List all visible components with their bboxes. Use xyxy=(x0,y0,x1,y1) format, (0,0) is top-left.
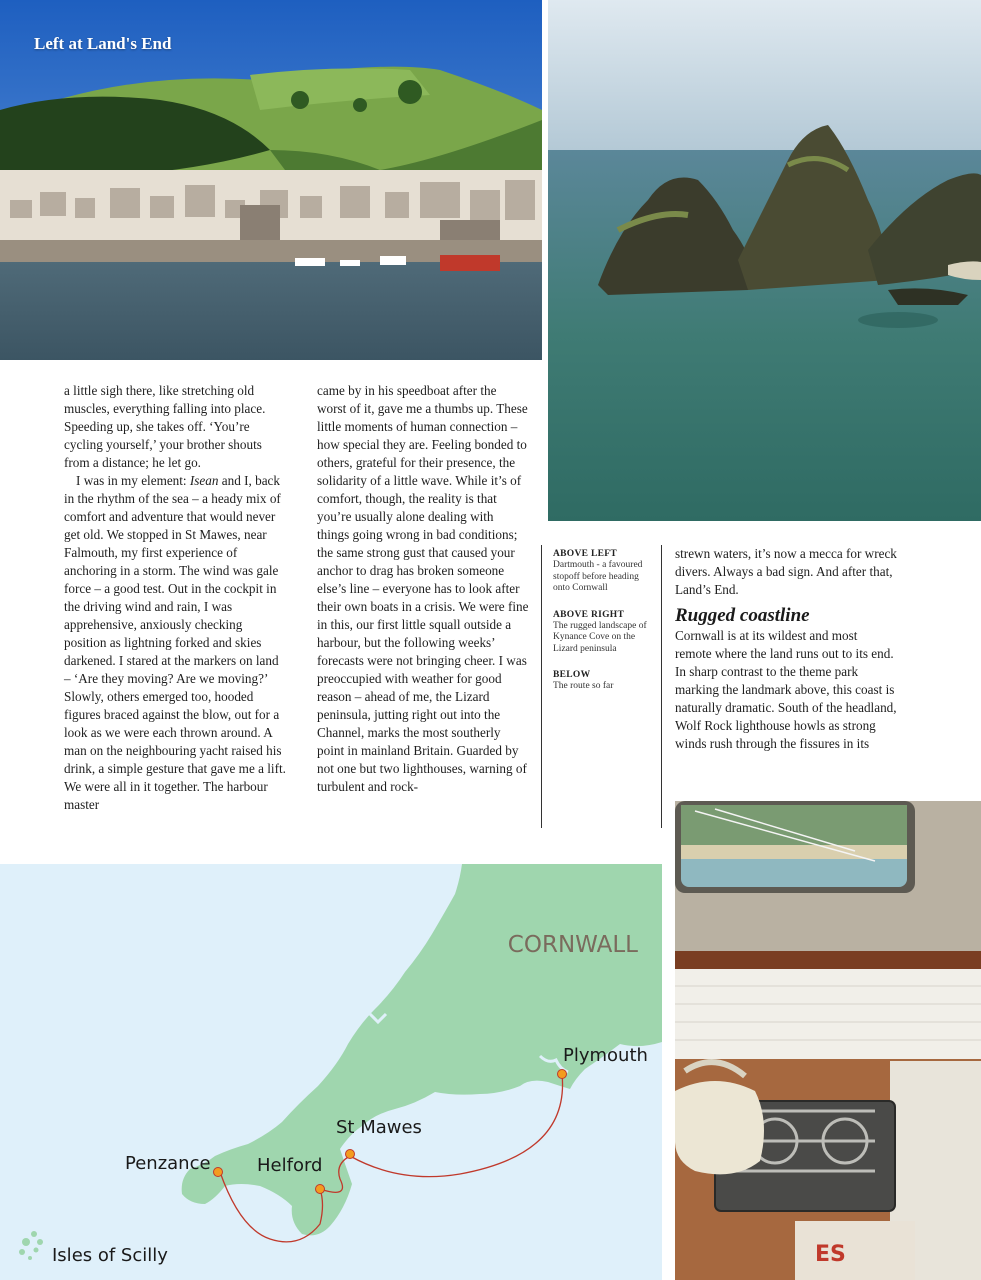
map-label-plymouth: Plymouth xyxy=(563,1045,648,1066)
marker-helford xyxy=(316,1185,325,1194)
body-paragraph: a little sigh there, like stretching old muscles, everything falling into place. Speeding up, she takes off. ‘You’re cycling yourself,’ your brother shouts from a distance; he let go. xyxy=(64,383,266,470)
boat-name: Isean xyxy=(189,473,219,488)
caption-text: The route so far xyxy=(553,681,614,691)
map-label-st-mawes: St Mawes xyxy=(336,1117,422,1138)
body-paragraph: Cornwall is at its wildest and most remote where the land runs out to its end. In sharp contrast to the theme park marking the landmark above, this coast is naturally dramatic. South of the headland, Wolf Rock lighthouse howls as strong winds rush through the fissures in its xyxy=(675,628,897,751)
marker-plymouth xyxy=(558,1070,567,1079)
article-column-2 xyxy=(317,382,529,796)
column-divider xyxy=(541,545,542,828)
article-column-3 xyxy=(675,545,897,753)
map-label-helford: Helford xyxy=(257,1155,323,1176)
caption-above-right xyxy=(553,609,657,656)
caption-title: ABOVE LEFT xyxy=(553,549,617,559)
caption-title: ABOVE RIGHT xyxy=(553,609,625,620)
column-divider xyxy=(661,545,662,828)
svg-text:ES: ES xyxy=(815,1242,846,1267)
map-label-isles-of-scilly: Isles of Scilly xyxy=(52,1245,168,1266)
body-paragraph: strewn waters, it’s now a mecca for wreck divers. Always a bad sign. And after that, Land’s End. xyxy=(675,546,897,597)
map-label-penzance: Penzance xyxy=(125,1153,211,1174)
photo-boat-cabin xyxy=(675,801,981,1280)
photo-captions xyxy=(553,548,657,707)
marker-penzance xyxy=(214,1168,223,1177)
article-column-1 xyxy=(64,382,286,814)
caption-title: BELOW xyxy=(553,670,591,680)
body-text: and I, back in the rhythm of the sea – a heady mix of comfort and adventure that would never get old. We stopped in St Mawes, near Falmouth, my first experience of anchoring in a storm. The wind was gale force – a good test. Out in the cockpit in the driving wind and rain, I was apprehensive, anxiously checking position as lightning forked and skies darkened. I stared at the markers on land – ‘Are they moving? Are we moving?’ Slowly, others emerged too, hooded figures braced against the blow, out for a look as we were each thrown around. A man on the neighbouring yacht raised his drink, a simple gesture that gave me a lift. We were all in it together. The harbour master xyxy=(64,473,286,812)
map-region-label: CORNWALL xyxy=(507,932,638,958)
body-paragraph xyxy=(64,472,286,814)
photo-dartmouth xyxy=(0,0,542,360)
marker-st-mawes xyxy=(346,1150,355,1159)
subheading: Rugged coastline xyxy=(675,605,810,626)
caption-text: The rugged landscape of Kynance Cove on the Lizard peninsula xyxy=(553,620,647,654)
body-text: I was in my element: xyxy=(76,473,190,488)
photo-kynance-cove xyxy=(548,0,981,521)
caption-text: Dartmouth - a favoured stopoff before heading onto Cornwall xyxy=(553,560,643,593)
body-paragraph: came by in his speedboat after the worst of it, gave me a thumbs up. These little moments of human connection – how special they are. Feeling bonded to others, grateful for their presence, the solidarity of a little wave. While it’s of comfort, though, the reality is that you’re usually alone dealing with things going wrong in bad conditions; the same strong gust that caused your anchor to drag has broken someone else’s line – everyone has to look after their own boats in a crisis. We were fine in this, our first little squall outside a harbour, but the following weeks’ forecasts were not bringing cheer. I was preoccupied with weather for good reason – ahead of me, the Lizard peninsula, jutting right out into the Channel, marks the most southerly point in mainland Britain. Guarded by not one but two lighthouses, warning of turbulent and rock- xyxy=(317,383,529,794)
route-map xyxy=(0,864,662,1280)
caption-below xyxy=(553,669,657,693)
section-label: Left at Land's End xyxy=(34,34,172,53)
caption-above-left xyxy=(553,548,657,595)
